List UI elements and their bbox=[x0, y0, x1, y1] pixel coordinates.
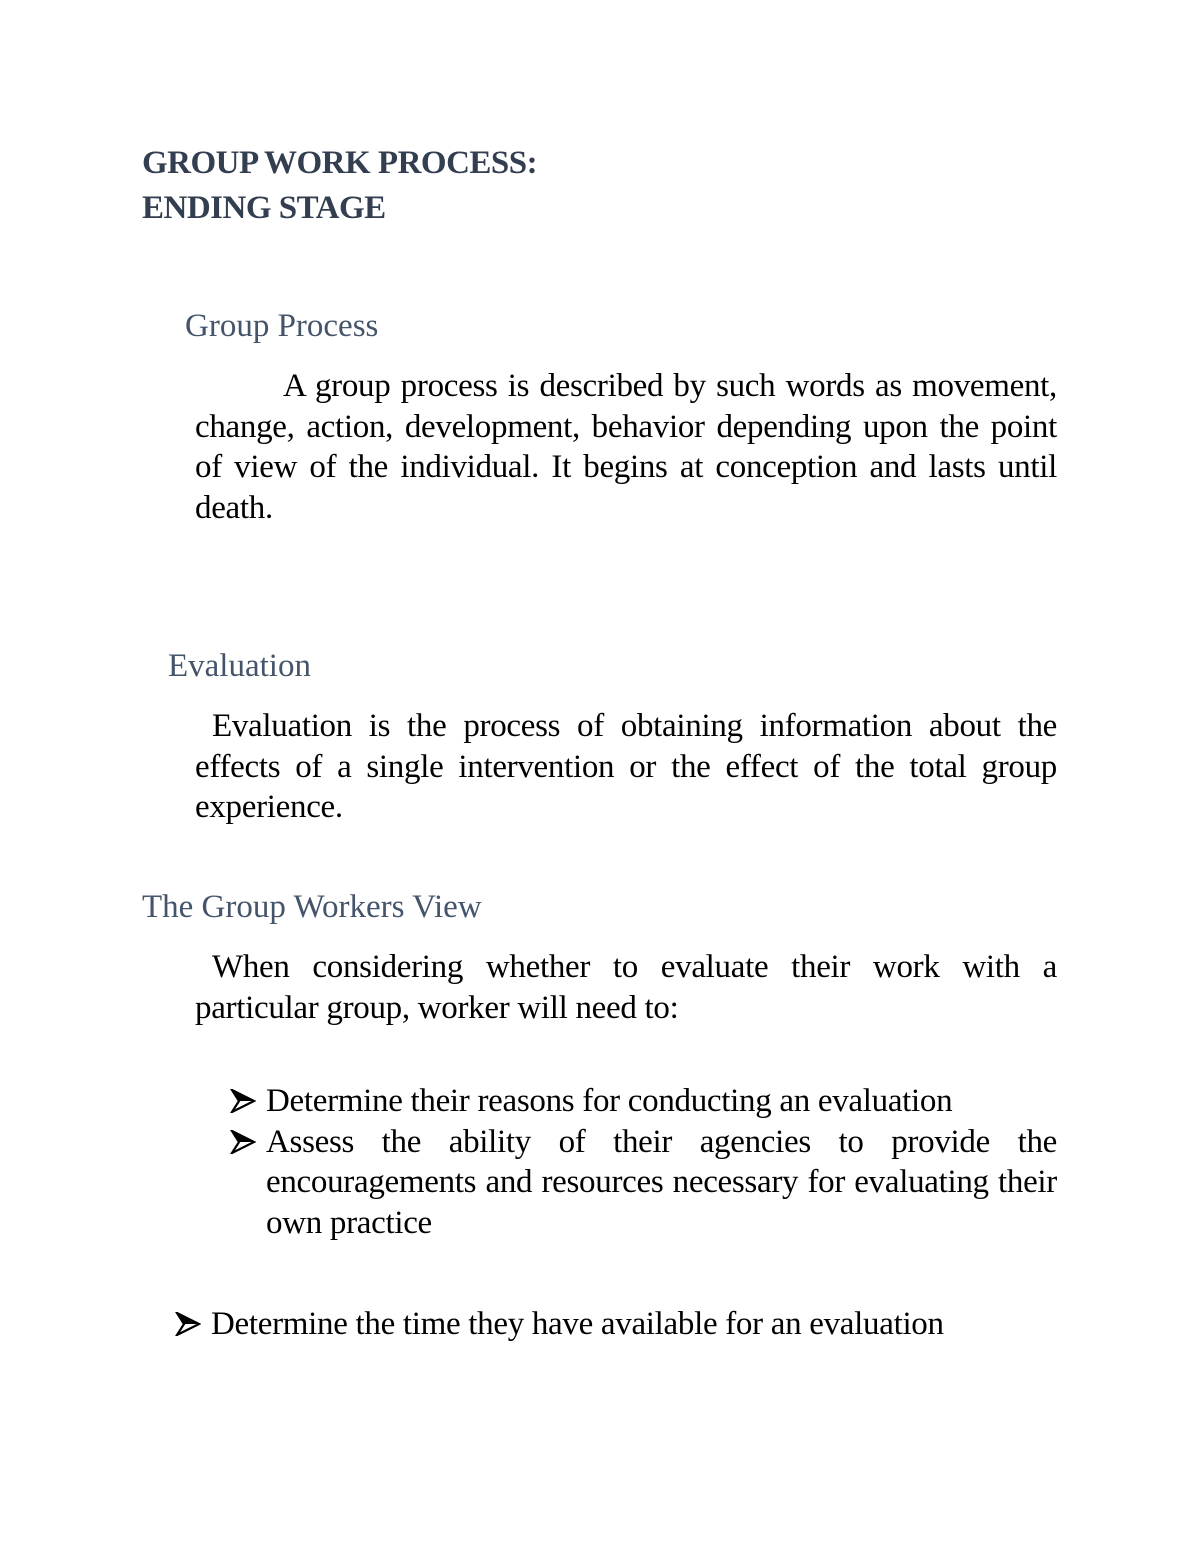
document-title bbox=[142, 141, 537, 231]
section-heading-group-workers-view: The Group Workers View bbox=[142, 889, 482, 925]
bullet-list bbox=[230, 1081, 1057, 1243]
bullet-item bbox=[230, 1081, 1057, 1122]
bullet-text: Assess the ability of their agencies to provide the encouragements and resources necessary for evaluating their own practice bbox=[266, 1123, 1057, 1241]
section-heading-evaluation: Evaluation bbox=[168, 648, 311, 684]
section-body-group-workers-view: When considering whether to evaluate their work with a particular group, worker will need to: bbox=[195, 949, 1057, 1026]
title-line-2: ENDING STAGE bbox=[142, 190, 386, 226]
bullet-text: Determine their reasons for conducting an evaluation bbox=[266, 1083, 953, 1119]
section-body-group-process: A group process is described by such words as movement, change, action, development, behavior depending upon the point of view of the individual. It begins at conception and lasts until death. bbox=[195, 368, 1057, 526]
title-line-1: GROUP WORK PROCESS: bbox=[142, 145, 538, 181]
bullet-text: Determine the time they have available for an evaluation bbox=[211, 1306, 944, 1342]
section-heading-group-process: Group Process bbox=[185, 308, 379, 344]
bullet-item bbox=[175, 1304, 1057, 1345]
section-body-evaluation: Evaluation is the process of obtaining information about the effects of a single intervention or the effect of the total group experience. bbox=[195, 708, 1057, 825]
arrowhead-bullet-icon bbox=[230, 1122, 260, 1162]
arrowhead-bullet-icon bbox=[175, 1304, 205, 1344]
bullet-list-outdented bbox=[175, 1304, 1057, 1345]
bullet-item bbox=[230, 1122, 1057, 1244]
arrowhead-bullet-icon bbox=[230, 1081, 260, 1121]
